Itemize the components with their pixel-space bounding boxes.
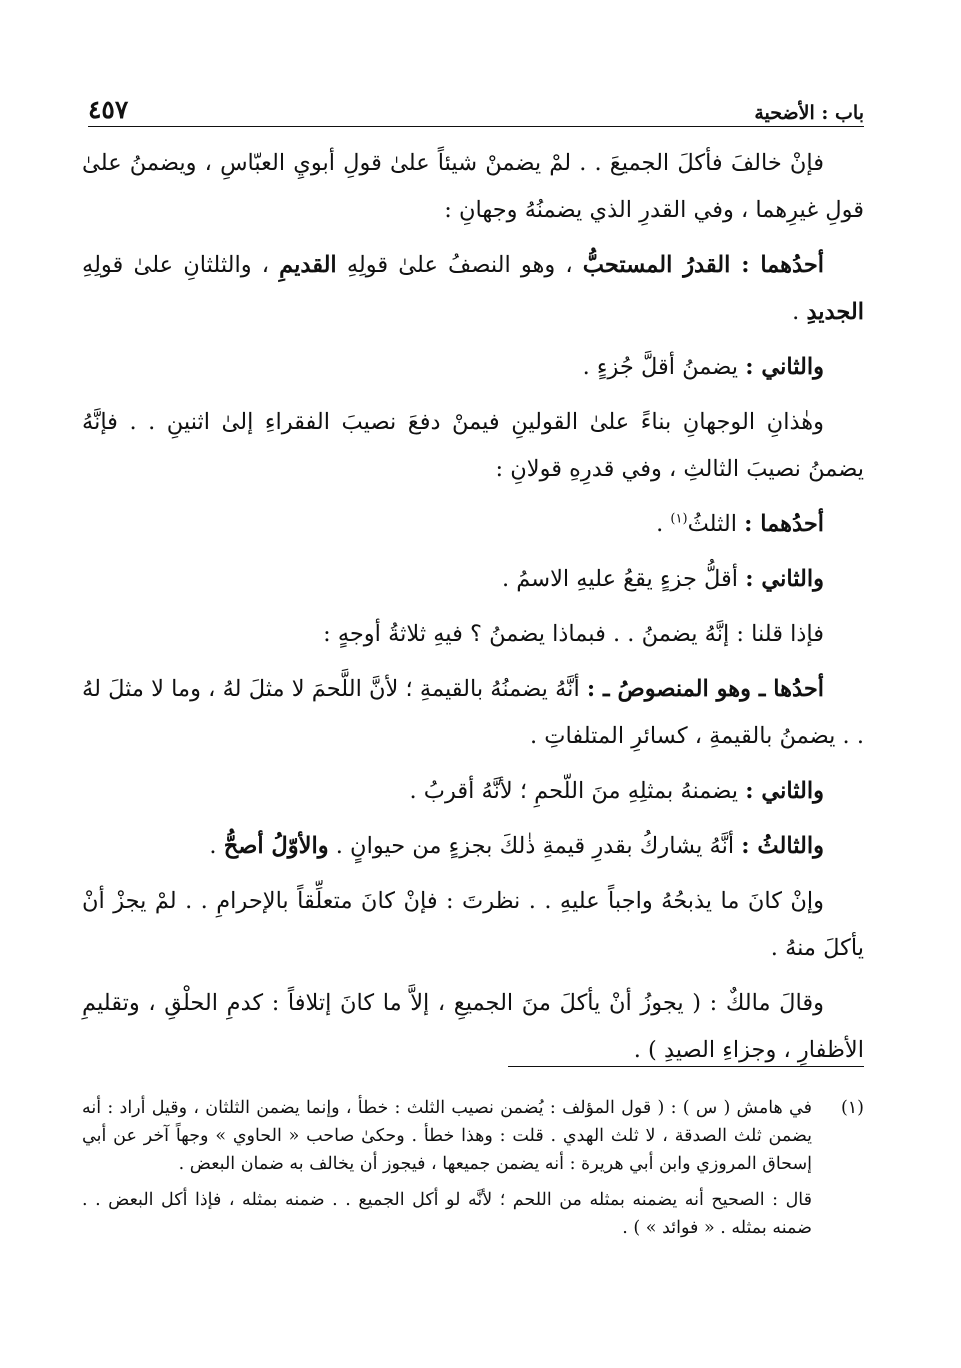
footnote-text: في هامش ( س ) : ( قول المؤلف : يُضمن نصيب الثلث : خطأ ، وإنما يضمن الثلثان ، وقيل أراد : أنه يضمن ثلث الصدقة ، لا ثلث الهدي . قلت : وهذا خطأ . وحكىٰ صاحب « الحاوي » وجهاً آخر عن أبي إسحاق المروزي وابن أبي هريرة : أنه يضمن جميعها ، فيجوز أن يخالف به ضمان البعض . bbox=[82, 1098, 812, 1174]
text-run: أنَّهُ يشاركُ بقدرِ قيمةِ ذٰلكَ بجزءٍ من حيوانٍ . bbox=[328, 833, 742, 859]
text-run: . bbox=[209, 833, 224, 859]
paragraph: فإذا قلنا : إنَّهُ يضمنُ . . فبماذا يضمنُ ؟ فيهِ ثلاثةُ أوجهٍ : bbox=[323, 621, 824, 647]
footnote-continuation: قال : الصحيح أنه يضمنه بمثله من اللحم ؛ لأنَّه لو أكل الجميع . . ضمنه بمثله ، فإذا أكل البعض . . ضمنه بمثله . « فوائد » ) . bbox=[82, 1190, 812, 1238]
paragraph bbox=[82, 242, 864, 336]
text-run: أقلُّ جزءٍ يقعُ عليهِ الاسمُ . bbox=[501, 566, 746, 592]
bold-lead: أحدُهما : bbox=[744, 511, 824, 537]
text-run: ، وهو النصفُ علىٰ قولِهِ bbox=[336, 252, 583, 278]
main-text bbox=[82, 140, 864, 1082]
bold-term: والأوّلُ أصحُّ bbox=[223, 833, 329, 859]
text-run: أنَّهُ يضمنُهُ بالقيمةِ ؛ لأنَّ اللَّحمَ لا مثلَ لهُ ، وما لا مثلَ لهُ . . يضمنُ بالقيمةِ ، كسائرِ المتلفاتِ . bbox=[82, 676, 864, 749]
text-run: يضمنهُ بمثلِهِ منَ اللّحمِ ؛ لأنَّهُ أقربُ . bbox=[409, 778, 746, 804]
paragraph: وهٰذانِ الوجهانِ بناءً علىٰ القولينِ فيمنْ دفعَ نصيبَ الفقراءِ إلىٰ اثنينِ . . فإنَّهُ يضمنُ نصيبَ الثالثِ ، وفي قدرِهِ قولانِ : bbox=[82, 409, 864, 482]
text-run: يضمنُ أقلَّ جُزءٍ . bbox=[582, 354, 746, 380]
text-run: الثلثُ bbox=[687, 511, 745, 537]
page-number: ٤٥٧ bbox=[88, 95, 129, 124]
paragraph bbox=[82, 823, 864, 870]
page-header bbox=[88, 92, 864, 124]
footnote-ref[interactable]: (١) bbox=[670, 511, 688, 527]
bold-lead: والثاني : bbox=[745, 778, 824, 804]
text-run: . bbox=[792, 299, 807, 325]
bold-lead: أحدُها ـ وهو المنصوصُ ـ : bbox=[586, 676, 824, 702]
paragraph bbox=[82, 556, 864, 603]
bold-lead: والثاني : bbox=[745, 354, 824, 380]
bold-lead: والثالثُ : bbox=[741, 833, 824, 859]
bold-term: الجديدِ bbox=[806, 299, 864, 325]
footnote-rule bbox=[508, 1066, 864, 1067]
paragraph bbox=[82, 666, 864, 760]
bold-lead: والثاني : bbox=[745, 566, 824, 592]
bold-term: القديمِ bbox=[279, 252, 337, 278]
text-run: . bbox=[656, 511, 671, 537]
bold-term: القدرُ المستحبُّ bbox=[582, 252, 731, 278]
paragraph: وقالَ مالكٌ : ( يجوزُ أنْ يأكلَ منَ الجميعِ ، إلاَّ ما كانَ إتلافاً : كدمِ الحلْقِ ، وتقليمِ الأظفارِ ، وجزاءِ الصيدِ ) . bbox=[82, 990, 864, 1063]
text-run: ، والثلثانِ علىٰ قولِهِ bbox=[82, 252, 280, 278]
paragraph: وإنْ كانَ ما يذبحُهُ واجباً عليهِ . . نظرتَ : فإنْ كانَ متعلِّقاً بالإحرامِ . . لمْ يجزْ أنْ يأكلَ منهُ . bbox=[82, 888, 864, 961]
footnotes bbox=[82, 1094, 864, 1250]
paragraph: فإنْ خالفَ فأكلَ الجميعَ . . لمْ يضمنْ شيئاً علىٰ قولِ أبويِ العبّاسِ ، ويضمنُ علىٰ قولِ غيرِهما ، وفي القدرِ الذي يضمنُهُ وجهانِ : bbox=[82, 150, 864, 223]
header-rule bbox=[88, 126, 864, 127]
footnote bbox=[82, 1094, 864, 1186]
paragraph bbox=[82, 501, 864, 548]
paragraph bbox=[82, 344, 864, 391]
bold-lead: أحدُهما : bbox=[730, 252, 825, 278]
paragraph bbox=[82, 768, 864, 815]
footnote-number: (١) bbox=[840, 1098, 864, 1118]
running-head: باب : الأضحية bbox=[754, 102, 864, 124]
